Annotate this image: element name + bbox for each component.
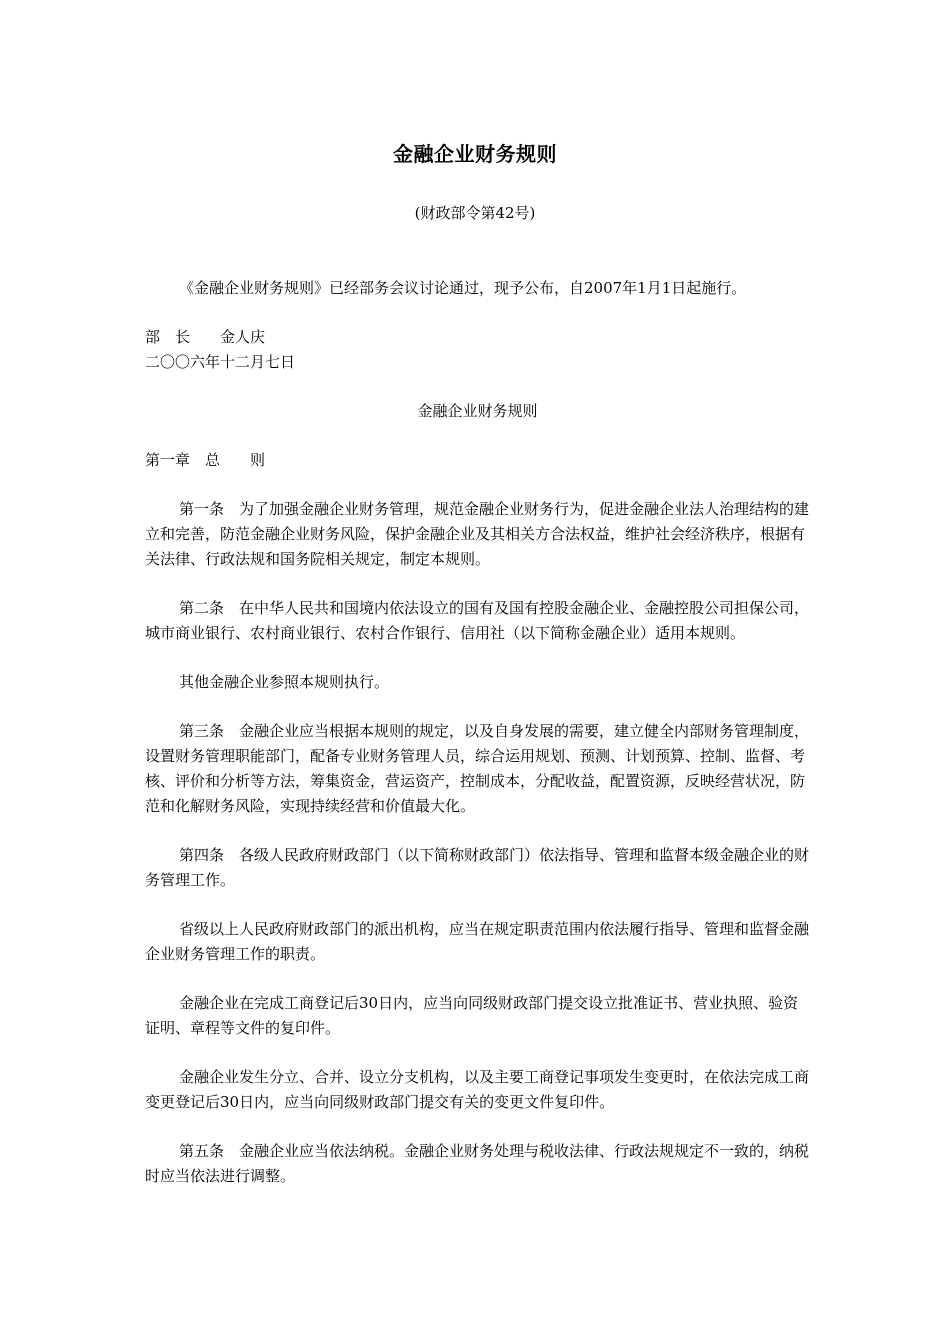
- document-title: 金融企业财务规则: [393, 142, 557, 166]
- document-subtitle: (财政部令第42号): [414, 204, 536, 222]
- minister-signature: 部 长 金人庆: [145, 328, 266, 346]
- inner-title: 金融企业财务规则: [417, 402, 538, 420]
- chapter-heading: 第一章 总 则: [145, 451, 266, 469]
- article-paragraph: 第一条 为了加强金融企业财务管理，规范金融企业财务行为，促进金融企业法人治理结构的建立和完善，防范金融企业财务风险，保护金融企业及其相关方合法权益，维护社会经济秩序，根据有关法律、行政法规和国务院相关规定，制定本规则。: [145, 500, 810, 568]
- article-paragraph: 第二条 在中华人民共和国境内依法设立的国有及国有控股金融企业、金融控股公司担保公司，城市商业银行、农村商业银行、农村合作银行、信用社（以下简称金融企业）适用本规则。: [145, 599, 810, 642]
- document-body: [145, 276, 810, 1189]
- article-paragraph: 其他金融企业参照本规则执行。: [179, 673, 390, 691]
- article-paragraph: 金融企业发生分立、合并、设立分支机构，以及主要工商登记事项发生变更时，在依法完成工商变更登记后30日内，应当向同级财政部门提交有关的变更文件复印件。: [145, 1068, 810, 1111]
- article-paragraph: 第三条 金融企业应当根据本规则的规定，以及自身发展的需要，建立健全内部财务管理制度，设置财务管理职能部门，配备专业财务管理人员，综合运用规划、预测、计划预算、控制、监督、考核、评价和分析等方法，筹集资金，营运资产，控制成本，分配收益，配置资源，反映经营状况，防范和化解财务风险，实现持续经营和价值最大化。: [145, 722, 810, 815]
- article-paragraph: 金融企业在完成工商登记后30日内，应当向同级财政部门提交设立批准证书、营业执照、验资证明、章程等文件的复印件。: [145, 994, 799, 1037]
- issue-date: 二〇〇六年十二月七日: [145, 353, 296, 371]
- article-paragraph: 第五条 金融企业应当依法纳税。金融企业财务处理与税收法律、行政法规规定不一致的，纳税时应当依法进行调整。: [145, 1142, 810, 1185]
- promulgation-statement: 《金融企业财务规则》已经部务会议讨论通过，现予公布，自2007年1月1日起施行。: [179, 279, 747, 297]
- article-paragraph: 省级以上人民政府财政部门的派出机构，应当在规定职责范围内依法履行指导、管理和监督金融企业财务管理工作的职责。: [145, 920, 810, 963]
- article-paragraph: 第四条 各级人民政府财政部门（以下简称财政部门）依法指导、管理和监督本级金融企业的财务管理工作。: [145, 846, 810, 889]
